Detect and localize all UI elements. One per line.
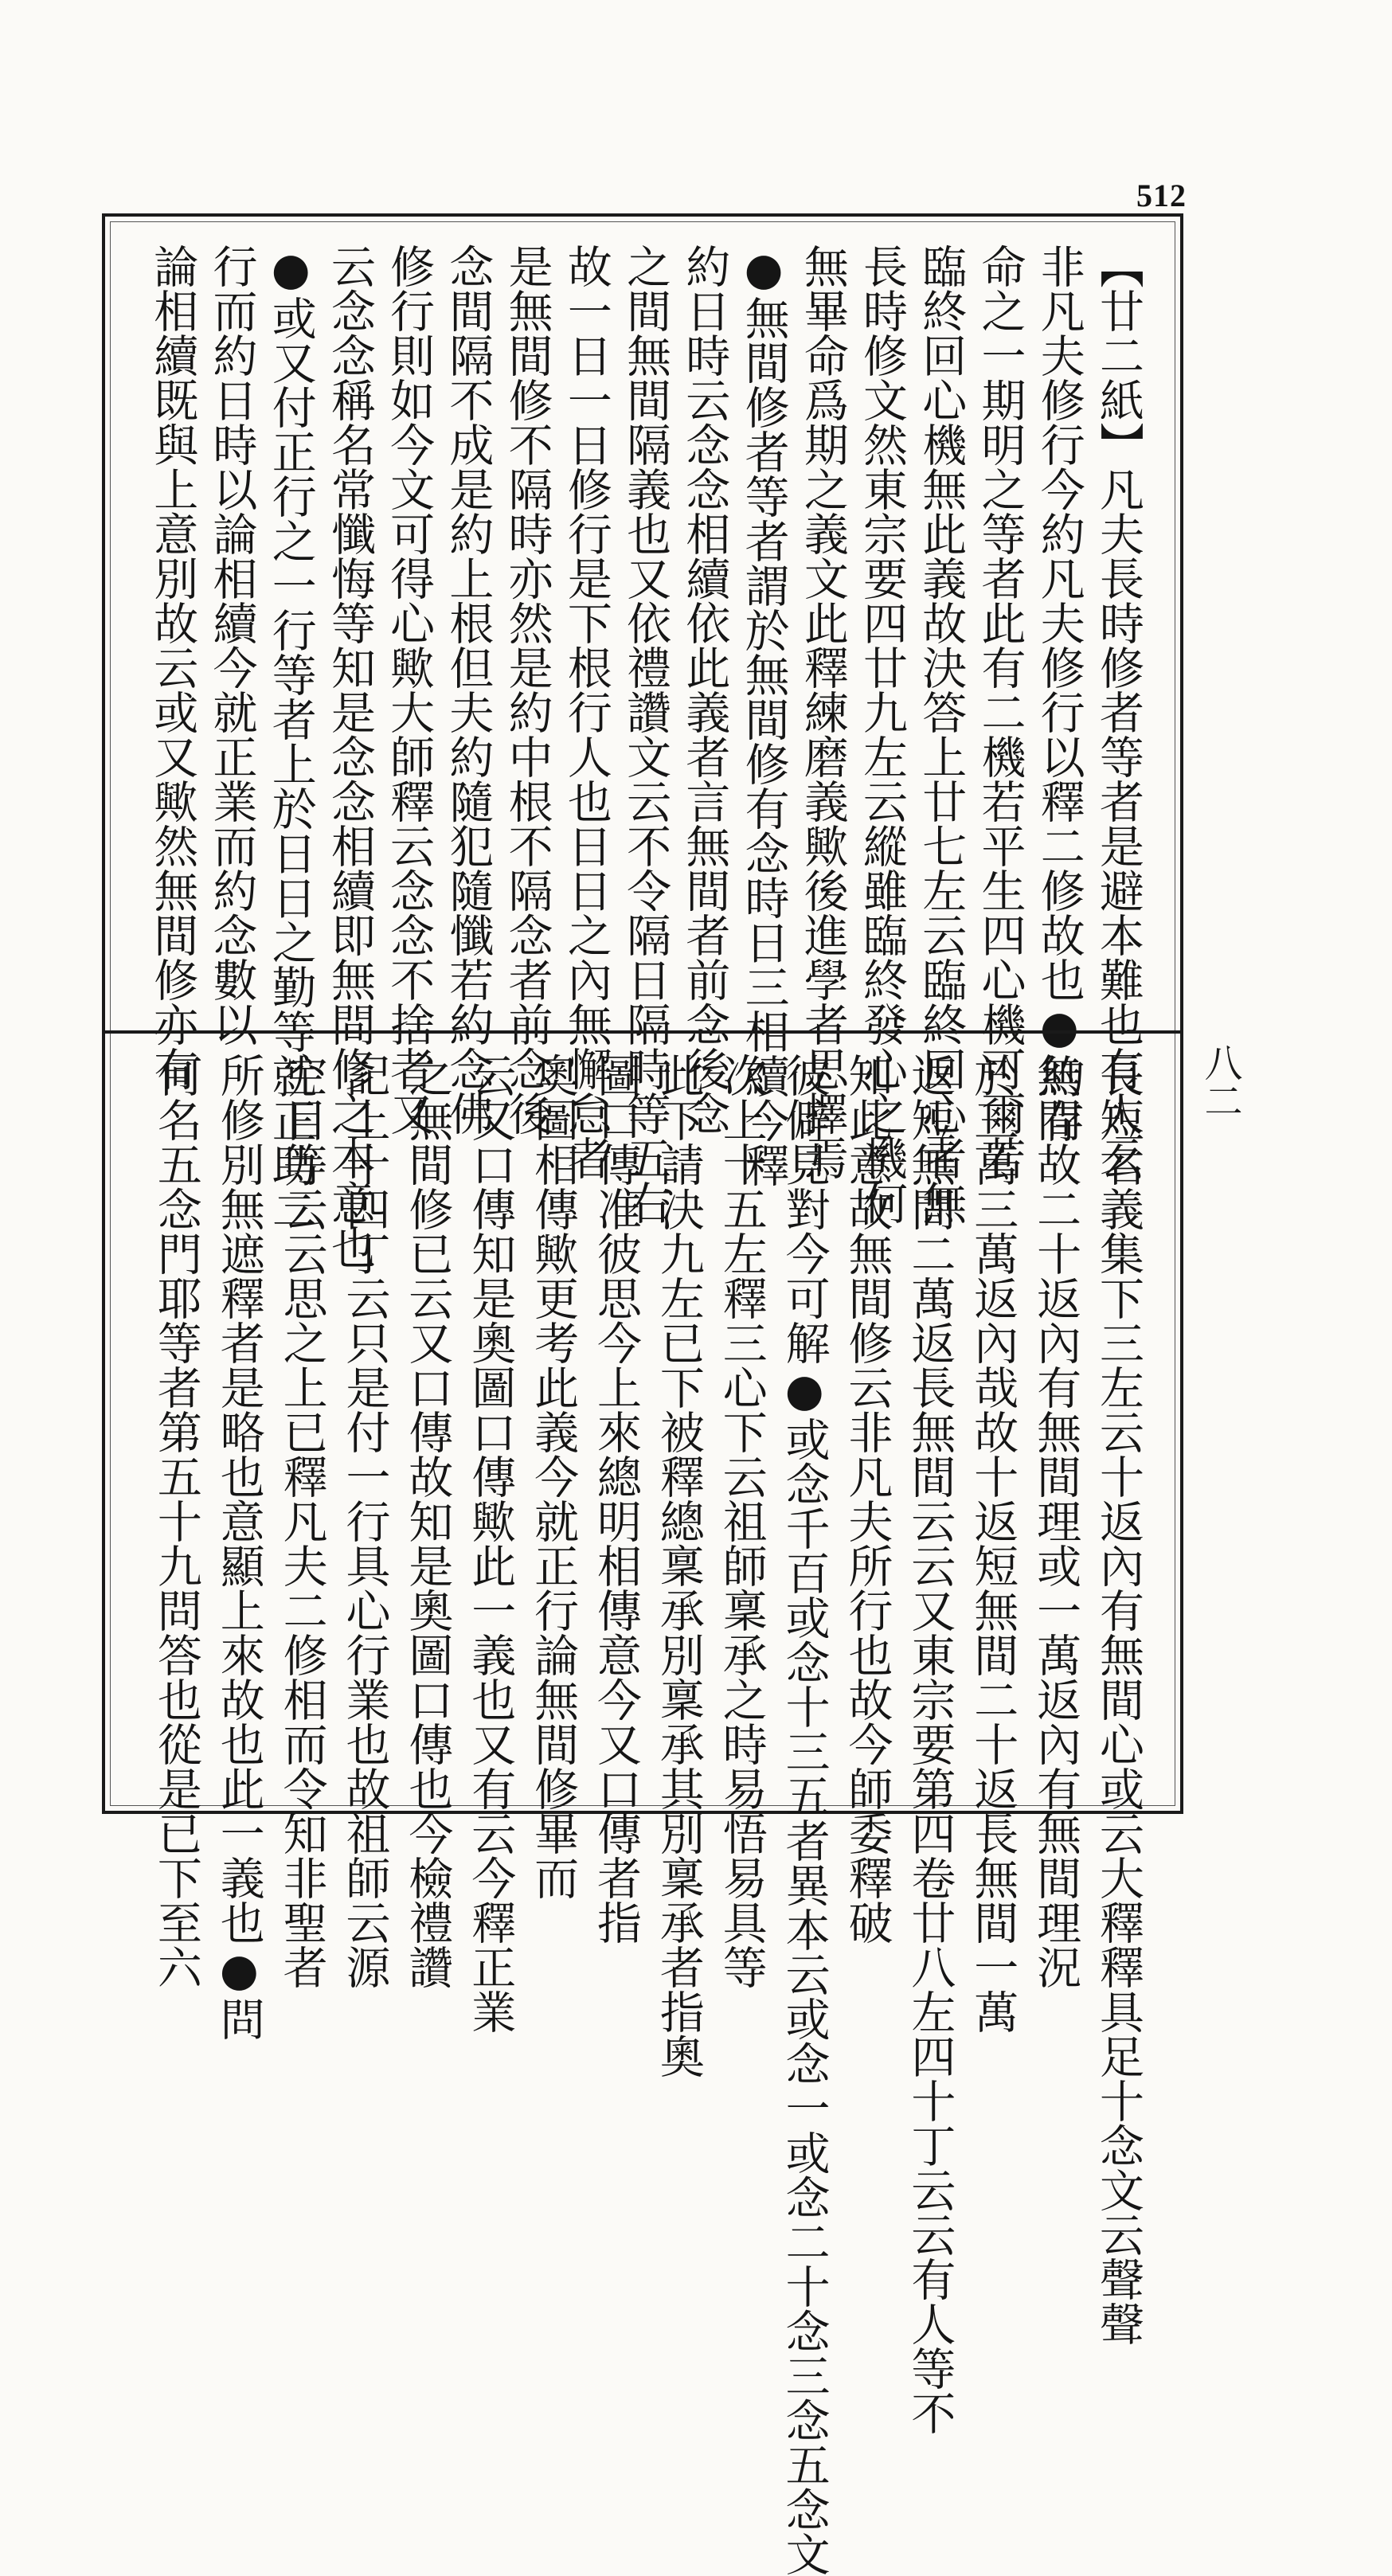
text-column: 此下請決九左已下被釋總稟承別稟承其別稟承者指奧: [652, 1053, 705, 2078]
section-divider: [105, 1030, 1180, 1034]
text-column: 無間故二十返內有無間理或一萬返內有無間理況: [1030, 1053, 1082, 1989]
text-column: 彼僻見對今可解●或念千百或念十三五者異本云或念一或念二十念三念五念文: [778, 1053, 831, 2576]
text-column: 空目等云云思之上已釋凡夫二修相而令知非聖者: [276, 1053, 328, 1989]
folio-number: 八二: [1198, 1043, 1242, 1120]
text-column: 故一日一日修行是下根行人也日日之內無懈怠者: [560, 244, 612, 1180]
text-column: ●無間修者等者謂於無間修有念時日三相續今釋: [737, 244, 790, 1187]
text-column: 約日時云念念相續依此義者言無間者前念後念: [678, 244, 731, 1136]
text-column: 云念念稱名常懺悔等知是念念相續即無間修之本意也: [323, 244, 376, 1269]
text-column: 次上十五左釋三心下云祖師稟承之時易悟易具等: [715, 1053, 768, 1989]
text-column: 非凡夫修行今約凡夫修行以釋二修故也●約存: [1033, 244, 1085, 1143]
text-column: 圖口傳准彼思今上來總明相傳意今又口傳者指: [590, 1053, 642, 1945]
text-column: 無畢命爲期之義文此釋練磨義歟後進學者思擇焉: [796, 244, 849, 1180]
text-frame: [102, 213, 1183, 2576]
text-column: 於三萬三萬返內哉故十返短無間二十返長無間一萬: [967, 1053, 1019, 2034]
lower-text-block: [135, 1053, 1144, 2576]
text-column: 奧圖相傳歟更考此義今就正行論無間修畢而: [527, 1053, 580, 1900]
text-column: 長短名義集下三左云十返內有無間心或云大釋釋具足十念文云聲聲: [1093, 1053, 1144, 2346]
text-column: 行而約日時以論相續今就正業而約念數以: [205, 244, 258, 1046]
text-column: 是無間修不隔時亦然是約中根不隔念者前念後: [501, 244, 553, 1136]
text-column: 修行則如今文可得心歟大師釋云念念不捨者又: [383, 244, 436, 1136]
text-column: 念間隔不成是約上根但夫約隨犯隨懺若約念佛: [442, 244, 495, 1136]
text-column: 記上十四丁云只是付一行具心行業也故祖師云源: [338, 1053, 391, 1989]
text-column: 知此意故無間修云非凡夫所行也故今師委釋破: [841, 1053, 893, 1945]
text-column: ●或又付正行之一行等者上於日日之勤等就正助二: [264, 244, 317, 1232]
text-column: 所修別無遮釋者是略也意顯上來故也此一義也●問: [213, 1053, 265, 2041]
upper-text-block: [135, 244, 1144, 1269]
text-column: 臨終回心機無此義故決答上廿七左云臨終回心者無: [915, 244, 968, 1225]
text-column: 何名五念門耶等者第五十九問答也從是已下至六: [150, 1053, 202, 1989]
text-column: 命之一期明之等者此有二機若平生四心機可爾若: [974, 244, 1026, 1180]
text-column: 長時修文然東宗要四廿九左云縱雖臨終發心之機何: [856, 244, 909, 1225]
text-column: 云又口傳知是奧圖口傳歟此一義也又有云今釋正業: [464, 1053, 517, 2034]
text-column: 之無間修已云又口傳故知是奧圖口傳也今檢禮讚: [401, 1053, 454, 1989]
text-column: 論相續既與上意別故云或又歟然無間修亦有: [147, 244, 199, 1091]
text-column: 返短無間二萬返長無間云云又東宗要第四卷廿八左四十丁云云有人等不: [904, 1053, 956, 2435]
page-number: 512: [1136, 178, 1187, 213]
text-column: 之間無間隔義也又依禮讚文云不令隔日隔時等五右: [620, 244, 672, 1225]
text-column: 【廿二紙】凡夫長時修者等者是避本難也有人云: [1092, 244, 1144, 1180]
